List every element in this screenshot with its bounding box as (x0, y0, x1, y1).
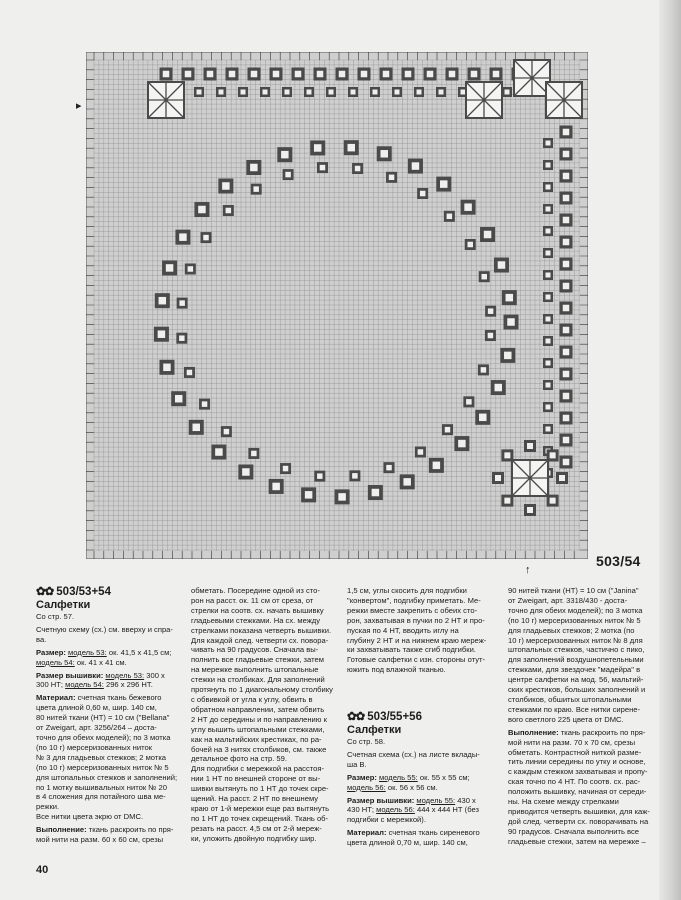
block-center (464, 203, 472, 211)
block-center (317, 71, 324, 78)
block-center (250, 164, 257, 172)
block-center (283, 466, 289, 472)
article-503-55-56 (347, 711, 502, 848)
block-center (338, 493, 346, 501)
text-line: ны. На схеме между стрелками (508, 797, 619, 807)
block-center (439, 90, 444, 95)
block-center (546, 229, 551, 234)
block-center (175, 395, 183, 403)
material-line: (по 10 г) мерсеризованных ниток (36, 742, 153, 752)
text-line: центре салфетки на мод. 56, мальтий- (508, 675, 644, 685)
block-center (507, 318, 515, 326)
block-center (348, 144, 356, 152)
block-center (251, 71, 258, 78)
block-center (179, 335, 185, 341)
block-center (224, 429, 230, 435)
text-line: южить под влажной тканью. (347, 665, 446, 675)
text-line: 90 градусов. Сначала выполнить все (508, 826, 639, 836)
block-center (563, 217, 570, 224)
block-center (158, 330, 166, 338)
chart-grid (86, 52, 588, 559)
text-line: Счетную схему (сх.) см. вверху и спра- (36, 624, 173, 634)
execution-line: Выполнение: ткань раскроить по пря- (36, 825, 174, 835)
block-center (339, 71, 346, 78)
block-center (488, 333, 494, 339)
block-center (505, 90, 510, 95)
text-line: 1,5 см, углы скосить для подгибки (347, 586, 467, 595)
material-line: Материал: счетная ткань бежевого (36, 693, 162, 703)
block-center (320, 165, 326, 171)
embroidery-line: 430 НТ; модель 56: 444 х 444 НТ (без (347, 805, 479, 815)
material-line: цвета длиной 0,70 м, шир. 140 см, (347, 838, 468, 848)
page-number: 40 (36, 864, 49, 876)
block-center (427, 71, 434, 78)
text-line: Для каждой след. четверти сх. повора- (191, 635, 329, 645)
block-center (495, 475, 501, 481)
block-center (563, 239, 570, 246)
star-icon: ✿✿ (36, 586, 54, 598)
star-lines (512, 460, 548, 496)
block-center (504, 352, 512, 360)
block-center (226, 208, 232, 214)
block-center (285, 172, 291, 178)
block-center (550, 452, 556, 458)
text-line: по 1 НТ до точек скрещений. Ткань об- (191, 813, 329, 823)
block-center (563, 415, 570, 422)
text-line: краю от 1-й мережки еще раз вытянуть (191, 803, 330, 813)
text-line: ских крестиков, больших заполнений и (508, 685, 646, 695)
block-center (563, 261, 570, 268)
text-line: от Zweigart, арт. 3318/430 - доста- (508, 595, 628, 605)
block-center (461, 90, 466, 95)
block-center (504, 498, 510, 504)
text-line: режки вместе закрепить с обеих сто- (347, 605, 478, 615)
execution-line: Выполнение: ткань раскроить по пря- (508, 727, 646, 737)
block-center (395, 90, 400, 95)
text-line: стежки на столбиках. Для заполнений (191, 675, 325, 685)
material-line: цвета длиной 0,60 м, шир. 140 см, (36, 703, 157, 713)
block-center (403, 478, 411, 486)
embroidery-line: 300 НТ; модель 54: 296 х 296 НТ. (36, 680, 153, 690)
text-line: с обвивкой от угла к углу, обвить в (191, 694, 313, 704)
block-center (563, 151, 570, 158)
material-line: № 3 для гладьевых стежков; 2 мотка (36, 752, 167, 762)
size-line: Размер: модель 53: ок. 41,5 х 41,5 см; (36, 647, 172, 657)
text-line: 2 НТ до середины и по направлению к (191, 714, 327, 724)
block-center (458, 440, 466, 448)
text-line: щений. На расст. 2 НТ по внешнему (191, 794, 319, 804)
text-line: "конвертом", подгибку приметать. Ме- (347, 595, 481, 605)
block-center (563, 371, 570, 378)
block-center (219, 90, 224, 95)
column-3 (347, 586, 502, 675)
text-line: полнить все гладьевые стежки, затем (191, 655, 324, 665)
text-line: ва. (36, 634, 47, 644)
text-line: положить вышивку, начиная от середи- (508, 787, 647, 797)
chart-label: 503/54 (596, 553, 641, 569)
article-heading: ✿✿ 503/53+54 (36, 586, 111, 598)
block-center (329, 90, 334, 95)
block-center (207, 71, 214, 78)
text-line: гладьевые стежки, затем на мережке – (508, 836, 646, 846)
material-line: для штопальных стежков и заполнений; (36, 772, 178, 782)
block-center (389, 175, 395, 181)
block-center (563, 173, 570, 180)
text-line: как на мальтийских крестиках, по ра- (191, 734, 322, 744)
block-center (417, 90, 422, 95)
block-center (242, 468, 250, 476)
counting-chart (86, 52, 588, 559)
size-line: модель 56: ок. 56 х 56 см. (347, 782, 438, 792)
block-center (314, 144, 322, 152)
block-center (317, 473, 323, 479)
arrow-bottom-marker-icon: ↑ (525, 564, 531, 576)
block-center (488, 308, 494, 314)
block-center (418, 449, 424, 455)
text-line: гладьевыми стежками. На сх. между (191, 615, 321, 625)
block-center (447, 214, 453, 220)
text-line: 10 г) мерсеризованных ниток № 8 для (508, 635, 643, 645)
text-line: вого светлого 225 цвета от DMC. (508, 714, 624, 724)
block-center (185, 71, 192, 78)
block-center (563, 129, 570, 136)
block-center (563, 283, 570, 290)
block-center (467, 242, 473, 248)
text-line: чивать на 90 градусов. Сначала вы- (191, 645, 319, 655)
block-center (563, 327, 570, 334)
material-line: (по 10 г) мерсеризованных ниток № 5 (36, 762, 169, 772)
block-center (546, 339, 551, 344)
material-line: точно для обеих моделей); по 3 мотка (36, 732, 171, 742)
size-line: Размер: модель 55: ок. 55 х 55 см; (347, 772, 470, 782)
block-center (412, 162, 420, 170)
text-line: мой нити на разм. 70 х 70 см, срезы (508, 737, 636, 747)
block-center (197, 90, 202, 95)
text-line: приводится четверть вышивки, для каж- (508, 806, 650, 816)
block-center (295, 71, 302, 78)
text-line: шивки вытянуть по 1 НТ до точек скре- (191, 784, 329, 794)
embroidery-line: подгибки с мережкой). (347, 815, 426, 825)
see-page: Со стр. 57. (36, 612, 75, 621)
text-line: столбиков, обшитых штопальными (508, 694, 632, 704)
block-center (481, 274, 487, 280)
see-page: Со стр. 58. (347, 737, 386, 746)
text-line: пуская по 4 НТ, вводить иглу на (347, 625, 459, 635)
block-center (481, 367, 487, 373)
block-center (493, 71, 500, 78)
block-center (380, 150, 388, 158)
block-center (251, 451, 257, 457)
block-center (471, 71, 478, 78)
block-center (563, 437, 570, 444)
block-center (179, 300, 185, 306)
text-line: 90 нитей ткани (НТ) = 10 см ("Janina" (508, 586, 639, 595)
block-center (351, 90, 356, 95)
column-2 (191, 586, 341, 844)
text-line: с каждым стежком захватывая и пропу- (508, 767, 648, 777)
block-center (527, 443, 533, 449)
block-center (546, 185, 551, 190)
star-lines (148, 82, 184, 118)
block-center (546, 251, 551, 256)
block-center (405, 71, 412, 78)
block-center (484, 231, 492, 239)
size-line: модель 54: ок. 41 х 41 см. (36, 657, 127, 667)
text-line: стежками, для звездочек "мадейра" в (508, 665, 641, 675)
material-line: от Zweigart, арт. 3256/264 – доста- (36, 723, 157, 733)
block-center (163, 71, 170, 78)
block-center (253, 186, 259, 192)
text-line: бочей на 3 нитях столбиков, см. также (191, 744, 327, 754)
page-spine-shadow (659, 0, 681, 900)
text-line: тить линии середины по утку и основе, (508, 757, 646, 767)
block-center (222, 182, 230, 190)
block-center (546, 141, 551, 146)
text-line: Готовые салфетки с изн. стороны отут- (347, 655, 486, 665)
block-center (188, 266, 194, 272)
block-center (479, 414, 487, 422)
block-center (159, 297, 167, 305)
block-center (546, 317, 551, 322)
block-center (361, 71, 368, 78)
block-center (229, 71, 236, 78)
text-line: стрелками показана четверть вышивки. (191, 625, 332, 635)
text-line: обметать. Посередине одной из сто- (191, 586, 320, 595)
execution-line: мой нити на разм. 60 х 60 см, срезы (36, 835, 164, 845)
block-center (272, 483, 280, 491)
block-center (273, 71, 280, 78)
text-line: для заполнений воздушнопетельными (508, 655, 644, 665)
block-center (563, 305, 570, 312)
text-line: на мережке выполнить штопальные (191, 665, 319, 675)
star-icon: ✿✿ (347, 711, 365, 723)
text-line: рон на расст. ок. 11 см от среза, от (191, 595, 314, 605)
material-line: Все нитки цвета экрю от DMC. (36, 812, 144, 822)
block-center (163, 364, 171, 372)
text-line: (по 10 г) мерсеризованных ниток № 5 (508, 615, 641, 625)
text-line: ки захватывать также сгиб подгибки. (347, 645, 476, 655)
block-center (166, 264, 174, 272)
article-title: Салфетки (347, 724, 402, 736)
column-4 (508, 586, 658, 847)
embroidery-line: Размер вышивки: модель 53: 300 х (36, 670, 165, 680)
text-line: точно для обеих моделей); по 3 мотка (508, 605, 643, 615)
block-center (352, 473, 358, 479)
block-center (550, 498, 556, 504)
block-center (285, 90, 290, 95)
star-lines (546, 82, 582, 118)
text-line: протянуть по 1 диагональному столбику (191, 685, 333, 695)
material-line: 80 нитей ткани (НТ) = 10 см ("Bellana" (36, 713, 170, 723)
text-line: штопальных стежков, частично с пико, (508, 645, 645, 655)
block-center (546, 273, 551, 278)
block-center (192, 424, 200, 432)
block-center (433, 462, 441, 470)
text-line: ки, уложить двойную подгибку шир. (191, 833, 317, 843)
block-center (202, 401, 208, 407)
block-center (215, 448, 223, 456)
text-line: дой след. четверти сх. поворачивать на (508, 816, 649, 826)
block-center (386, 465, 392, 471)
block-center (546, 405, 551, 410)
block-center (198, 206, 206, 214)
star-lines (514, 60, 550, 96)
text-line: рон, захватывая в пучки по 2 НТ и про- (347, 615, 485, 625)
text-line: для гладьевых стежков; 2 мотка (по (508, 625, 635, 635)
block-center (179, 233, 187, 241)
text-line: обметать. Контрастной ниткой размe- (508, 747, 642, 757)
block-center (495, 384, 503, 392)
text-line: стрелки на соотв. сх. начать вышивку (191, 605, 324, 615)
block-center (466, 399, 472, 405)
block-center (305, 491, 313, 499)
article-title: Салфетки (36, 599, 91, 611)
text-line: стежками по краю. Все нитки сирене- (508, 704, 641, 714)
block-center (263, 90, 268, 95)
text-line: обратном направлении, затем обвить (191, 704, 325, 714)
text-line: Счетная схема (сх.) на листе вклады- (347, 749, 480, 759)
block-center (281, 151, 289, 159)
block-center (307, 90, 312, 95)
block-center (355, 166, 361, 172)
text-line: ша В. (347, 759, 367, 769)
block-center (372, 489, 380, 497)
star-lines (466, 82, 502, 118)
article-heading: ✿✿ 503/55+56 (347, 711, 422, 723)
text-line: ская точно по 4 НТ. По соотв. сх. рас- (508, 777, 641, 787)
block-center (563, 393, 570, 400)
block-center (546, 295, 551, 300)
text-line: нии 1 НТ по внешней стороне от вы- (191, 774, 321, 784)
block-center (187, 370, 193, 376)
block-center (506, 294, 513, 302)
text-line: Для подгибки с мережкой на расстоя- (191, 764, 325, 774)
block-center (563, 349, 570, 356)
block-center (546, 383, 551, 388)
block-center (440, 180, 448, 188)
column-1 (36, 586, 186, 845)
block-center (498, 261, 506, 269)
block-center (449, 71, 456, 78)
block-center (563, 459, 570, 466)
material-line: Материал: счетная ткань сиреневого (347, 828, 480, 838)
block-center (559, 475, 565, 481)
text-line: резать на расст. 4,5 см от 2-й мереж- (191, 823, 322, 833)
material-line: по 1 мотку вышивальных ниток № 20 (36, 782, 167, 792)
arrow-left-marker-icon: ▸ (76, 100, 82, 112)
block-center (203, 235, 209, 241)
text-line: углу вышить штопальными стежками, (191, 724, 325, 734)
block-center (546, 361, 551, 366)
text-line: детальное фото на стр. 59. (191, 754, 287, 764)
text-line: глубину 2 НТ и на нижнем краю мереж- (347, 635, 487, 645)
block-center (241, 90, 246, 95)
material-line: режки. (36, 802, 60, 812)
block-center (383, 71, 390, 78)
embroidery-line: Размер вышивки: модель 55: 430 х (347, 795, 476, 805)
block-center (546, 163, 551, 168)
block-center (546, 207, 551, 212)
block-center (527, 507, 533, 513)
block-center (445, 427, 451, 433)
block-center (373, 90, 378, 95)
block-center (504, 452, 510, 458)
material-line: в 4 сложения для потайного шва ме- (36, 792, 166, 802)
block-center (563, 195, 570, 202)
block-center (420, 191, 426, 197)
block-center (546, 427, 551, 432)
